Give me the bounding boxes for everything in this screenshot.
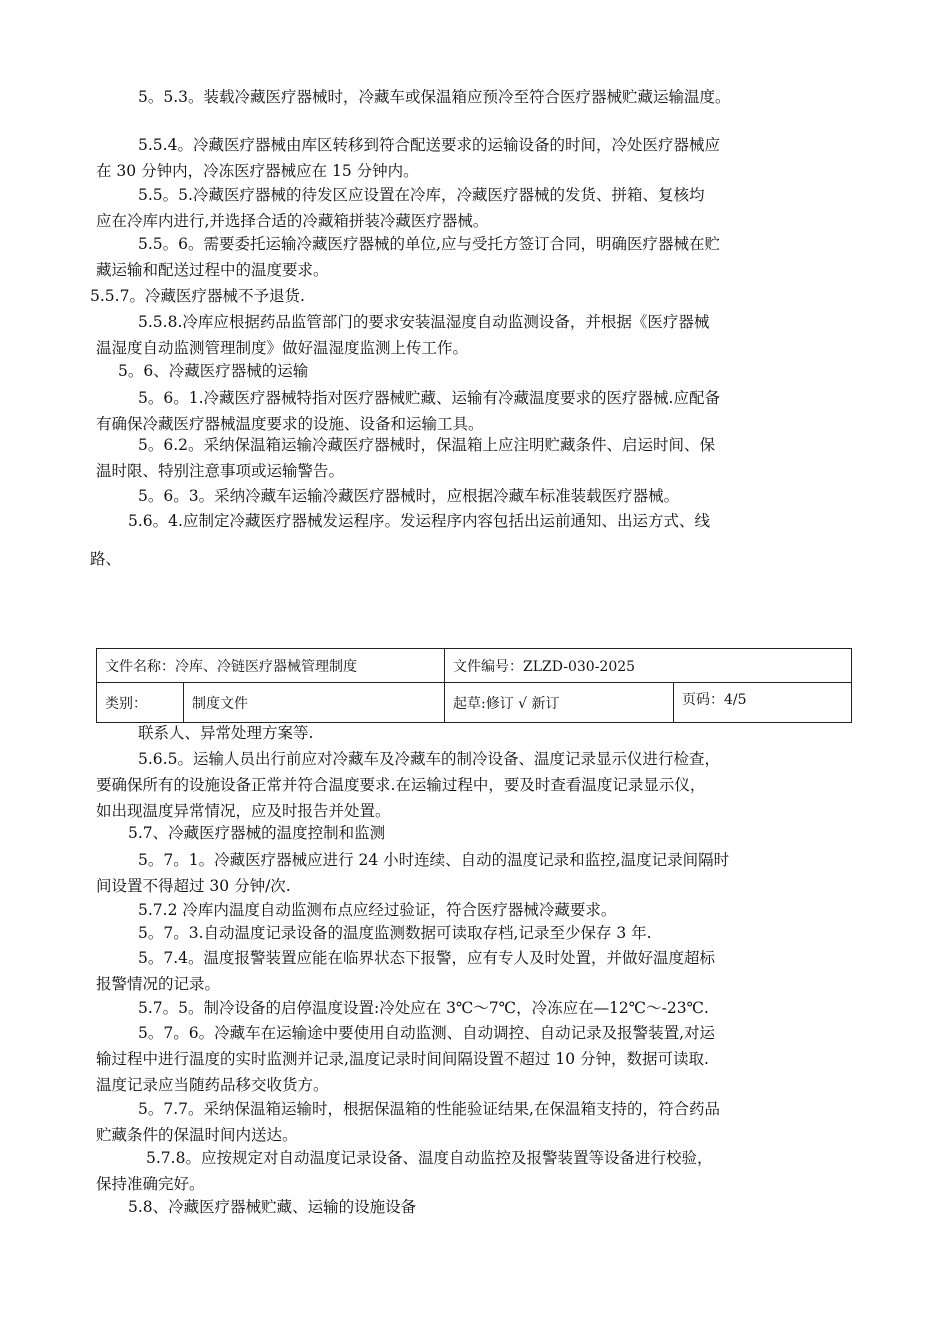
text-line: 应在冷库内进行,并选择合适的冷藏箱拼装冷藏医疗器械。 bbox=[96, 212, 489, 230]
text-line: 5.5.8.冷库应根据药品监管部门的要求安装温湿度自动监测设备，并根据《医疗器械 bbox=[138, 313, 710, 331]
table-row bbox=[97, 683, 852, 723]
paragraph-5-6-3 bbox=[138, 483, 679, 509]
paragraph-5-5-7 bbox=[90, 283, 305, 309]
paragraph-5-5-4 bbox=[96, 132, 720, 184]
text-line: 贮藏条件的保温时间内送达。 bbox=[96, 1126, 298, 1144]
paragraph-5-5-6 bbox=[96, 231, 720, 283]
paragraph-5-7-5 bbox=[138, 995, 709, 1021]
file-number-cell: 文件编号：ZLZD-030-2025 bbox=[445, 649, 852, 683]
text-line: 在 30 分钟内，冷冻医疗器械应在 15 分钟内。 bbox=[96, 162, 419, 180]
paragraph-5-6-5 bbox=[96, 746, 720, 824]
text-line: 5。7.7。采纳保温箱运输时，根据保温箱的性能验证结果,在保温箱支持的，符合药品 bbox=[138, 1100, 720, 1118]
paragraph-5-6-1 bbox=[96, 385, 720, 437]
text-line: 报警情况的记录。 bbox=[96, 975, 221, 993]
text-line: 路、 bbox=[90, 550, 122, 568]
heading-5-8 bbox=[128, 1194, 416, 1220]
text-line: 5.6。4.应制定冷藏医疗器械发运程序。发运程序内容包括出运前通知、出运方式、线 bbox=[128, 512, 710, 530]
draft-status-cell: 起草:修订 √ 新订 bbox=[445, 683, 674, 723]
text-line: 输过程中进行温度的实时监测并记录,温度记录时间间隔设置不超过 10 分钟，数据可读取. bbox=[96, 1050, 709, 1068]
page-number-cell: 页码：4/5 bbox=[674, 683, 852, 723]
text-line: 5。5.3。装载冷藏医疗器械时，冷藏车或保温箱应预冷至符合医疗器械贮藏运输温度。 bbox=[138, 88, 731, 106]
text-line: 5.7。5。制冷设备的启停温度设置:冷处应在 3℃～7℃，冷冻应在—12℃～-23℃. bbox=[138, 999, 709, 1017]
text-line: 5。7.4。温度报警装置应能在临界状态下报警，应有专人及时处置，并做好温度超标 bbox=[138, 949, 716, 967]
paragraph-5-7-1 bbox=[96, 847, 729, 899]
text-line: 温时限、特别注意事项或运输警告。 bbox=[96, 462, 345, 480]
paragraph-5-7-4 bbox=[96, 945, 715, 997]
text-line: 有确保冷藏医疗器械温度要求的设施、设备和运输工具。 bbox=[96, 415, 484, 433]
section-heading: 5.8、冷藏医疗器械贮藏、运输的设施设备 bbox=[128, 1198, 417, 1216]
heading-5-6 bbox=[118, 358, 308, 384]
paragraph-5-6-4-continued bbox=[90, 546, 121, 572]
paragraph-5-7-8 bbox=[96, 1145, 712, 1197]
paragraph-5-6-4 bbox=[128, 508, 710, 534]
text-line: 5。6。1.冷藏医疗器械特指对医疗器械贮藏、运输有冷藏温度要求的医疗器械.应配备 bbox=[138, 389, 720, 407]
text-line: 要确保所有的设施设备正常并符合温度要求.在运输过程中，要及时查看温度记录显示仪， bbox=[96, 776, 706, 794]
heading-5-7 bbox=[128, 820, 385, 846]
text-line: 联系人、异常处理方案等. bbox=[138, 724, 314, 742]
paragraph-continuation bbox=[138, 720, 313, 746]
section-heading: 5.7、冷藏医疗器械的温度控制和监测 bbox=[128, 824, 386, 842]
paragraph-5-7-7 bbox=[96, 1096, 720, 1148]
paragraph-5-5-3 bbox=[138, 84, 731, 110]
paragraph-5-7-3 bbox=[138, 920, 652, 946]
text-line: 5.7.8。应按规定对自动温度记录设备、温度自动监控及报警装置等设备进行校验， bbox=[146, 1149, 713, 1167]
text-line: 如出现温度异常情况，应及时报告并处置。 bbox=[96, 802, 391, 820]
text-line: 5。7。1。冷藏医疗器械应进行 24 小时连续、自动的温度记录和监控,温度记录间隔时 bbox=[138, 851, 730, 869]
paragraph-5-7-6 bbox=[96, 1020, 715, 1098]
document-info-table bbox=[96, 648, 852, 723]
category-value-cell: 制度文件 bbox=[184, 683, 445, 723]
text-line: 保持准确完好。 bbox=[96, 1175, 205, 1193]
text-line: 藏运输和配送过程中的温度要求。 bbox=[96, 261, 329, 279]
text-line: 5。7。6。冷藏车在运输途中要使用自动监测、自动调控、自动记录及报警装置,对运 bbox=[138, 1024, 716, 1042]
table-row bbox=[97, 649, 852, 683]
text-line: 温湿度自动监测管理制度》做好温湿度监测上传工作。 bbox=[96, 339, 469, 357]
text-line: 5.5。6。需要委托运输冷藏医疗器械的单位,应与受托方签订合同，明确医疗器械在贮 bbox=[138, 235, 720, 253]
text-line: 5.5。5.冷藏医疗器械的待发区应设置在冷库，冷藏医疗器械的发货、拼箱、复核均 bbox=[138, 186, 705, 204]
text-line: 5.7.2 冷库内温度自动监测布点应经过验证，符合医疗器械冷藏要求。 bbox=[138, 901, 617, 919]
text-line: 5。6。3。采纳冷藏车运输冷藏医疗器械时，应根据冷藏车标准装载医疗器械。 bbox=[138, 487, 680, 505]
text-line: 5。7。3.自动温度记录设备的温度监测数据可读取存档,记录至少保存 3 年. bbox=[138, 924, 652, 942]
paragraph-5-5-8 bbox=[96, 309, 709, 361]
file-name-cell: 文件名称：冷库、冷链医疗器械管理制度 bbox=[97, 649, 445, 683]
paragraph-5-5-5 bbox=[96, 182, 704, 234]
text-line: 间设置不得超过 30 分钟/次. bbox=[96, 877, 291, 895]
text-line: 5。6.2。采纳保温箱运输冷藏医疗器械时，保温箱上应注明贮藏条件、启运时间、保 bbox=[138, 436, 716, 454]
text-line: 5.6.5。运输人员出行前应对冷藏车及冷藏车的制冷设备、温度记录显示仪进行检查， bbox=[138, 750, 720, 768]
section-heading: 5。6、冷藏医疗器械的运输 bbox=[118, 362, 309, 380]
paragraph-5-6-2 bbox=[96, 432, 715, 484]
text-line: 温度记录应当随药品移交收货方。 bbox=[96, 1076, 329, 1094]
text-line: 5.5.7。冷藏医疗器械不予退货. bbox=[90, 287, 305, 305]
text-line: 5.5.4。冷藏医疗器械由库区转移到符合配送要求的运输设备的时间，冷处医疗器械应 bbox=[138, 136, 720, 154]
category-label-cell: 类别： bbox=[97, 683, 184, 723]
